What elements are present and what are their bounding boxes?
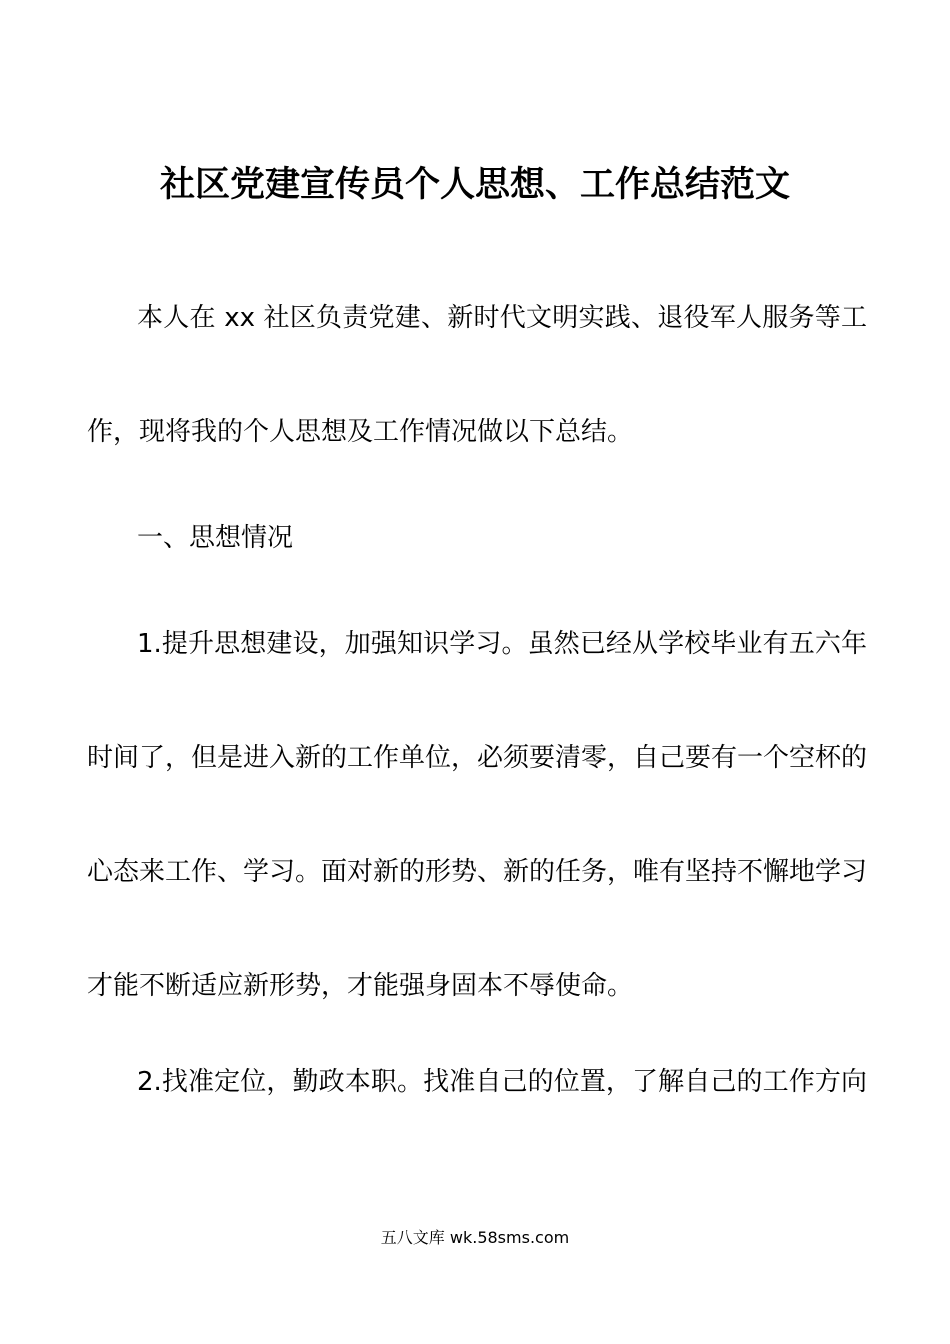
paragraph-line: 心态来工作、学习。面对新的形势、新的任务，唯有坚持不懈地学习	[87, 857, 867, 887]
section-heading: 一、思想情况	[137, 523, 294, 553]
paragraph-line: 本人在 xx 社区负责党建、新时代文明实践、退役军人服务等工	[137, 303, 867, 333]
paragraph-line: 才能不断适应新形势，才能强身固本不辱使命。	[87, 971, 634, 1001]
paragraph-line: 2.找准定位，勤政本职。找准自己的位置，了解自己的工作方向	[137, 1067, 867, 1097]
paragraph-line: 1.提升思想建设，加强知识学习。虽然已经从学校毕业有五六年	[137, 629, 867, 659]
paragraph-line: 时间了，但是进入新的工作单位，必须要清零，自己要有一个空杯的	[87, 743, 867, 773]
paragraph-line: 作，现将我的个人思想及工作情况做以下总结。	[87, 417, 634, 447]
document-title: 社区党建宣传员个人思想、工作总结范文	[159, 165, 790, 205]
page-footer: 五八文库 wk.58sms.com	[380, 1228, 570, 1247]
